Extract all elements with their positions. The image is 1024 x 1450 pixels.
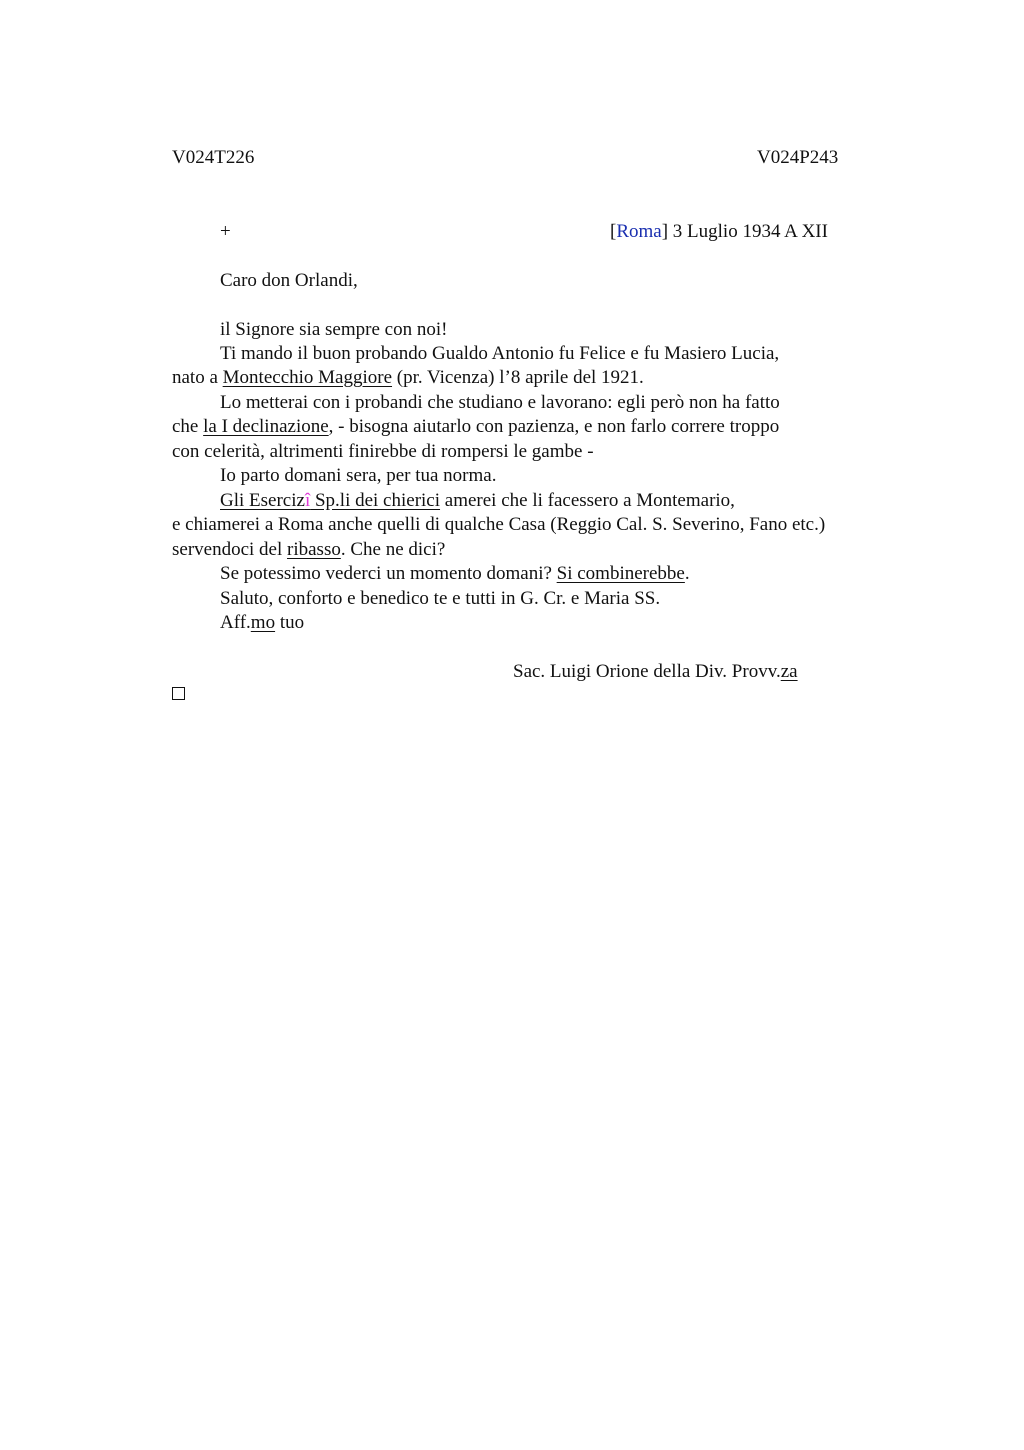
dateline <box>610 220 828 244</box>
highlighted-letter: î <box>304 490 311 511</box>
body-line-9: e chiamerei a Roma anche quelli di qualche Casa (Reggio Cal. S. Severino, Fano etc.) <box>172 514 826 535</box>
underlined-phrase: Gli Esercizî Sp.li dei chierici <box>220 490 441 511</box>
body-text: Aff. <box>220 612 251 633</box>
body-line-5 <box>172 415 779 439</box>
body-text: Se potessimo vederci un momento domani? <box>220 563 557 584</box>
body-line-7: Io parto domani sera, per tua norma. <box>220 465 497 486</box>
body-text: servendoci del <box>172 539 288 560</box>
dateline-bracket-open: [ <box>610 221 617 242</box>
document-code-left: V024T226 <box>172 147 255 168</box>
body-line-3 <box>172 366 644 390</box>
body-text: amerei che li facessero a Montemario, <box>440 490 735 511</box>
body-line-10 <box>172 538 445 562</box>
body-text: . Che ne dici? <box>340 539 446 560</box>
underlined-word: ribasso <box>287 539 341 560</box>
body-line-8 <box>220 489 735 513</box>
body-line-4: Lo metterai con i probandi che studiano e lavorano: egli però non ha fatto <box>220 392 780 413</box>
body-text: . <box>684 563 690 584</box>
checkbox-square-icon <box>172 687 185 700</box>
body-line-13 <box>220 611 304 635</box>
underlined-phrase: Si combinerebbe <box>556 563 685 584</box>
body-line-1: il Signore sia sempre con noi! <box>220 319 448 340</box>
underlined-abbreviation: mo <box>250 612 276 633</box>
body-line-2: Ti mando il buon probando Gualdo Antonio fu Felice e fu Masiero Lucia, <box>220 343 780 364</box>
body-text: che <box>172 416 204 437</box>
underlined-phrase: la I declinazione <box>203 416 329 437</box>
body-text: (pr. Vicenza) l’8 aprile del 1921. <box>392 367 644 388</box>
signature-text: Sac. Luigi Orione della Div. Provv. <box>513 661 781 682</box>
body-line-6: con celerità, altrimenti finirebbe di rompersi le gambe - <box>172 441 594 462</box>
greeting: Caro don Orlandi, <box>220 270 358 291</box>
body-line-12: Saluto, conforto e benedico te e tutti in G. Cr. e Maria SS. <box>220 588 661 609</box>
body-text: nato a <box>172 367 223 388</box>
dateline-date: 3 Luglio 1934 A XII <box>668 221 828 242</box>
body-text: , - bisogna aiutarlo con pazienza, e non farlo correre troppo <box>328 416 780 437</box>
signature <box>513 660 798 684</box>
dateline-bracket-close: ] <box>661 221 669 242</box>
dateline-place: Roma <box>616 221 662 242</box>
signature-suffix: za <box>780 661 798 682</box>
underlined-place-name: Montecchio Maggiore <box>222 367 393 388</box>
document-code-right: V024P243 <box>757 147 839 168</box>
body-text: tuo <box>275 612 305 633</box>
cross-symbol: + <box>220 221 231 242</box>
body-line-11 <box>220 562 690 586</box>
